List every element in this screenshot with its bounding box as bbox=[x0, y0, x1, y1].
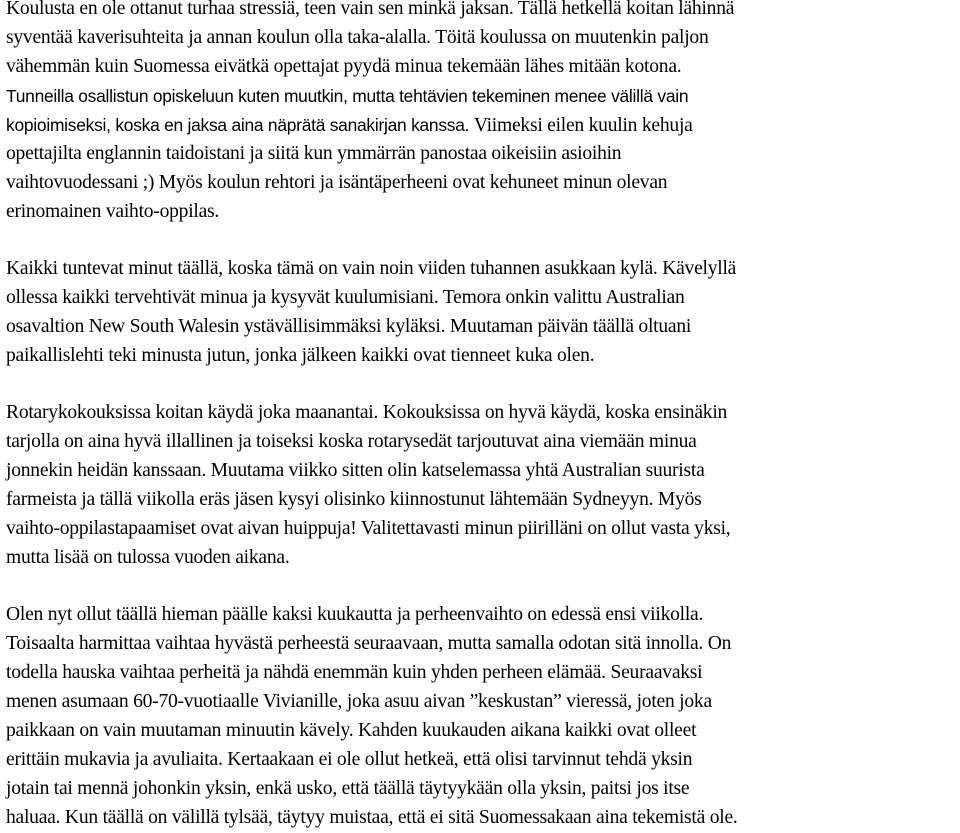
text-line bbox=[6, 688, 958, 717]
paragraph-4 bbox=[6, 601, 958, 833]
text-line bbox=[6, 746, 958, 775]
text-run: farmeista ja tällä viikolla eräs jäsen kysyi olisinko kiinnostunut lähtemään Sydneyyn. Myös bbox=[6, 489, 702, 510]
text-line bbox=[6, 717, 958, 746]
text-run: paikkaan on vain muutaman minuutin kävely. Kahden kuukauden aikana kaikki ovat olleet bbox=[6, 720, 697, 741]
text-run: erinomainen vaihto-oppilas. bbox=[6, 201, 220, 222]
text-run: vaihto-oppilastapaamiset ovat aivan huippuja! Valitettavasti minun piirilläni on ollut vasta yksi, bbox=[6, 518, 731, 539]
text-run: jonnekin heidän kanssaan. Muutama viikko sitten olin katselemassa yhtä Australian suurista bbox=[6, 460, 705, 481]
text-line bbox=[6, 630, 958, 659]
text-line bbox=[6, 804, 958, 833]
text-line bbox=[6, 659, 958, 688]
text-run: osavaltion New South Walesin ystävällisimmäksi kyläksi. Muutaman päivän täällä oltuani bbox=[6, 316, 692, 337]
text-run: syventää kaverisuhteita ja annan koulun olla taka-alalla. Töitä koulussa on muutenkin paljon bbox=[6, 27, 709, 48]
text-line bbox=[6, 775, 958, 804]
text-run: Viimeksi eilen kuulin kehuja bbox=[473, 115, 693, 136]
text-run: paikallislehti teki minusta jutun, jonka jälkeen kaikki ovat tienneet kuka olen. bbox=[6, 345, 595, 366]
text-line bbox=[6, 0, 958, 24]
text-line bbox=[6, 313, 958, 342]
text-run: erittäin mukavia ja avuliaita. Kertaakaan ei ole ollut hetkeä, että olisi tarvinnut tehdä yksin bbox=[6, 749, 693, 770]
text-run: Kaikki tuntevat minut täällä, koska tämä on vain noin viiden tuhannen asukkaan kylä. Kävelyllä bbox=[6, 258, 737, 279]
text-line bbox=[6, 457, 958, 486]
text-line bbox=[6, 399, 958, 428]
text-line bbox=[6, 428, 958, 457]
text-line bbox=[6, 601, 958, 630]
text-run: vähemmän kuin Suomessa eivätkä opettajat pyydä minua tekemään lähes mitään kotona. bbox=[6, 56, 682, 77]
text-run: menen asumaan 60-70-vuotiaalle Vivianille, joka asuu aivan ”keskustan” vieressä, joten joka bbox=[6, 691, 712, 712]
paragraph-2 bbox=[6, 255, 958, 371]
text-run: tarjolla on aina hyvä illallinen ja toiseksi koska rotarysedät tarjoutuvat aina viemään minua bbox=[6, 431, 697, 452]
text-run: Olen nyt ollut täällä hieman päälle kaksi kuukautta ja perheenvaihto on edessä ensi viikolla. bbox=[6, 604, 704, 625]
text-line bbox=[6, 169, 958, 198]
text-line bbox=[6, 53, 958, 82]
text-line bbox=[6, 342, 958, 371]
text-run: todella hauska vaihtaa perheitä ja nähdä enemmän kuin yhden perheen elämää. Seuraavaksi bbox=[6, 662, 703, 683]
text-run: jotain tai mennä johonkin yksin, enkä usko, että täällä täytyykään olla yksin, paitsi jos itse bbox=[6, 778, 690, 799]
text-line bbox=[6, 544, 958, 573]
text-run: kopioimiseksi, koska en jaksa aina näprätä sanakirjan kanssa. bbox=[6, 115, 474, 135]
text-run: Koulusta en ole ottanut turhaa stressiä, teen vain sen minkä jaksan. Tällä hetkellä koitan lähinnä bbox=[6, 0, 735, 19]
text-run: ollessa kaikki tervehtivät minua ja kysyvät kuulumisiani. Temora onkin valittu Australian bbox=[6, 287, 685, 308]
text-line bbox=[6, 515, 958, 544]
paragraph-1 bbox=[6, 0, 958, 227]
text-run: mutta lisää on tulossa vuoden aikana. bbox=[6, 547, 290, 568]
text-line bbox=[6, 140, 958, 169]
text-line bbox=[6, 24, 958, 53]
text-line bbox=[6, 111, 958, 140]
paragraph-3 bbox=[6, 399, 958, 573]
text-line bbox=[6, 198, 958, 227]
text-run: Rotarykokouksissa koitan käydä joka maanantai. Kokouksissa on hyvä käydä, koska ensinäkin bbox=[6, 402, 728, 423]
text-run: opettajilta englannin taidoistani ja siitä kun ymmärrän panostaa oikeisiin asioihin bbox=[6, 143, 622, 164]
text-line bbox=[6, 284, 958, 313]
text-run: Toisaalta harmittaa vaihtaa hyvästä perheestä seuraavaan, mutta samalla odotan sitä innolla. On bbox=[6, 633, 732, 654]
text-run: Tunneilla osallistun opiskeluun kuten muutkin, mutta tehtävien tekeminen menee välillä vain bbox=[6, 86, 689, 106]
text-line bbox=[6, 486, 958, 515]
text-line bbox=[6, 255, 958, 284]
text-run: vaihtovuodessani ;) Myös koulun rehtori ja isäntäperheeni ovat kehuneet minun olevan bbox=[6, 172, 668, 193]
text-run: haluaa. Kun täällä on välillä tylsää, täytyy muistaa, että ei sitä Suomessakaan aina tekemistä ole. bbox=[6, 807, 738, 828]
text-line bbox=[6, 82, 958, 111]
